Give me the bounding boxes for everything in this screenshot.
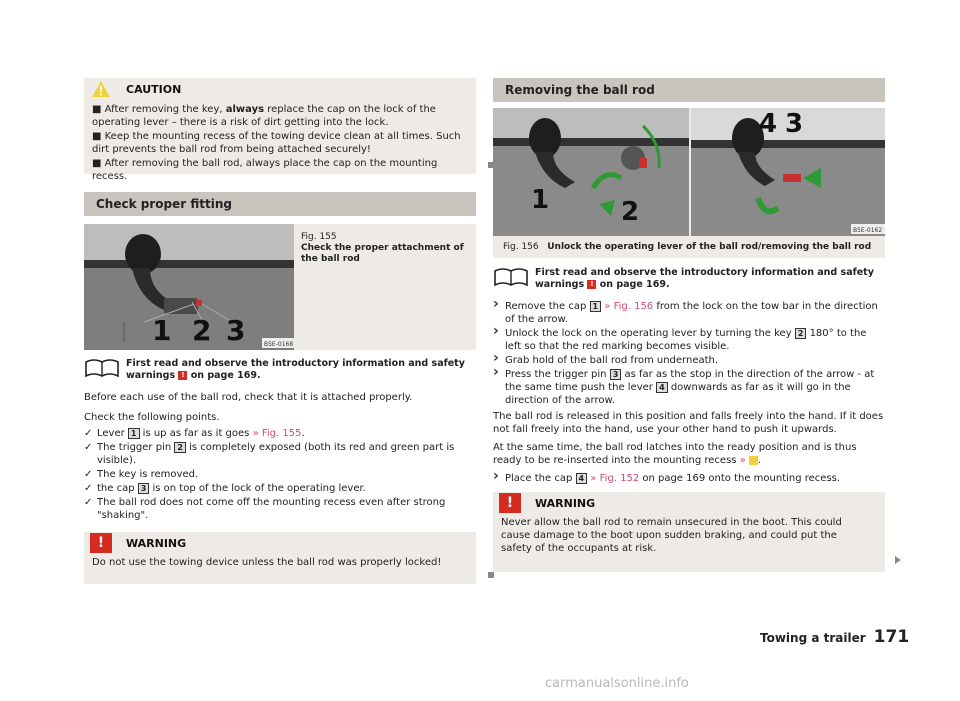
first-read-note <box>84 358 476 382</box>
check-item: ✓ The trigger pin 2 is completely exposed (both its red and green part is visible). <box>84 441 476 467</box>
warning-icon: ! <box>499 493 521 513</box>
check-list <box>84 427 476 522</box>
page-footer <box>760 627 909 647</box>
section-title: Removing the ball rod <box>493 78 885 102</box>
figure-156 <box>493 108 885 258</box>
fig-155-number: Fig. 155 <box>301 232 337 242</box>
fig-156-callout-3: 3 <box>785 109 804 139</box>
step-item: › Place the cap 4 » Fig. 152 on page 169 onto the mounting recess. <box>493 472 885 485</box>
caution-item-3: ■ After removing the ball rod, always place the cap on the mounting recess. <box>92 158 438 182</box>
release-paragraph: The ball rod is released in this position and falls freely into the hand. If it does not fall freely into the hand, use your other hand to push it upwards. <box>493 411 884 435</box>
caution-title: CAUTION <box>126 82 182 96</box>
final-step-list <box>493 472 885 485</box>
check-item: ✓ The ball rod does not come off the mounting recess even after strong "shaking". <box>84 496 476 522</box>
fig-155-illustration <box>84 224 294 350</box>
book-icon <box>84 358 120 378</box>
figure-155 <box>84 224 476 350</box>
book-icon <box>493 267 529 287</box>
caution-item-2: ■ Keep the mounting recess of the towing device clean at all times. Such dirt prevents the ball rod from being attached securely! <box>92 131 461 155</box>
intro-text: Before each use of the ball rod, check that it is attached properly. <box>84 392 413 403</box>
caution-mini-icon <box>749 456 758 465</box>
warning-mini-icon: ! <box>587 280 596 289</box>
fig-155-caption: Check the proper attachment of the ball rod <box>301 243 464 264</box>
fig-155-link: » Fig. 155 <box>252 428 302 439</box>
caution-triangle-icon <box>90 78 112 100</box>
fig-155-callout-2: 2 <box>192 314 212 347</box>
first-read-text: First read and observe the introductory information and safety warnings ! on page 169. <box>535 267 874 290</box>
warning-title: WARNING <box>535 496 596 510</box>
warning-mini-icon: ! <box>178 371 187 380</box>
step-item: › Grab hold of the ball rod from underneath. <box>493 354 885 367</box>
fig-155-callout-1: 1 <box>152 314 172 347</box>
warning-text: Never allow the ball rod to remain unsecured in the boot. This could cause damage to the boot upon sudden braking, and could put the safety of the occupants at risk. <box>501 517 842 554</box>
section-end-marker <box>488 572 494 578</box>
fig-155-callout-3: 3 <box>226 314 246 347</box>
fig-156-label: Fig. 156 <box>503 242 539 252</box>
step-item: › Remove the cap 1 » Fig. 156 from the lock on the tow bar in the direction of the arrow. <box>493 300 885 326</box>
first-read-note <box>493 267 885 291</box>
fig-152-link: » Fig. 152 <box>587 473 640 484</box>
chapter-title: Towing a trailer <box>760 631 866 645</box>
warning-box-right <box>493 492 885 572</box>
check-item: ✓ the cap 3 is on top of the lock of the operating lever. <box>84 482 476 495</box>
page-number: 171 <box>873 627 910 647</box>
fig-156-caption: Unlock the operating lever of the ball rod/removing the ball rod <box>547 242 872 252</box>
warning-box-left <box>84 532 476 584</box>
fig-156-callout-2: 2 <box>621 197 640 227</box>
caution-item-1: ■ After removing the key, always replace the cap on the lock of the operating lever – there is a risk of dirt getting into the lock. <box>92 104 436 128</box>
fig-155-code: B5E-0168 <box>264 341 294 348</box>
continue-arrow-icon <box>895 556 901 564</box>
watermark: carmanualsonline.info <box>545 676 689 691</box>
right-column <box>493 78 885 572</box>
first-read-text: First read and observe the introductory information and safety warnings ! on page 169. <box>126 358 465 381</box>
latch-paragraph: At the same time, the ball rod latches into the ready position and is thus ready to be re-inserted into the mounting recess » . <box>493 442 857 466</box>
left-column <box>84 78 476 584</box>
warning-text: Do not use the towing device unless the ball rod was properly locked! <box>92 557 442 568</box>
warning-title: WARNING <box>126 536 187 550</box>
warning-icon: ! <box>90 533 112 553</box>
fig-156-caption-row <box>503 242 883 253</box>
step-item: › Unlock the lock on the operating lever by turning the key 2 180° to the left so that the red marking becomes visible. <box>493 327 885 353</box>
fig-156-code: B5E-0162 <box>853 227 883 234</box>
fig-156-illustration <box>493 108 885 236</box>
caution-box <box>84 78 476 182</box>
fig-156-callout-4: 4 <box>759 109 778 139</box>
fig-156-callout-1: 1 <box>531 185 550 215</box>
check-item: ✓ The key is removed. <box>84 468 476 481</box>
step-list <box>493 300 885 407</box>
step-item: › Press the trigger pin 3 as far as the stop in the direction of the arrow - at the same time push the lever 4 downwards as far as it will go in the direction of the arrow. <box>493 368 885 407</box>
fig-156-link: » Fig. 156 <box>601 301 654 312</box>
check-item: ✓ Lever 1 is up as far as it goes » Fig. 155. <box>84 427 476 440</box>
check-intro-text: Check the following points. <box>84 412 220 423</box>
section-title: Check proper fitting <box>84 192 476 216</box>
